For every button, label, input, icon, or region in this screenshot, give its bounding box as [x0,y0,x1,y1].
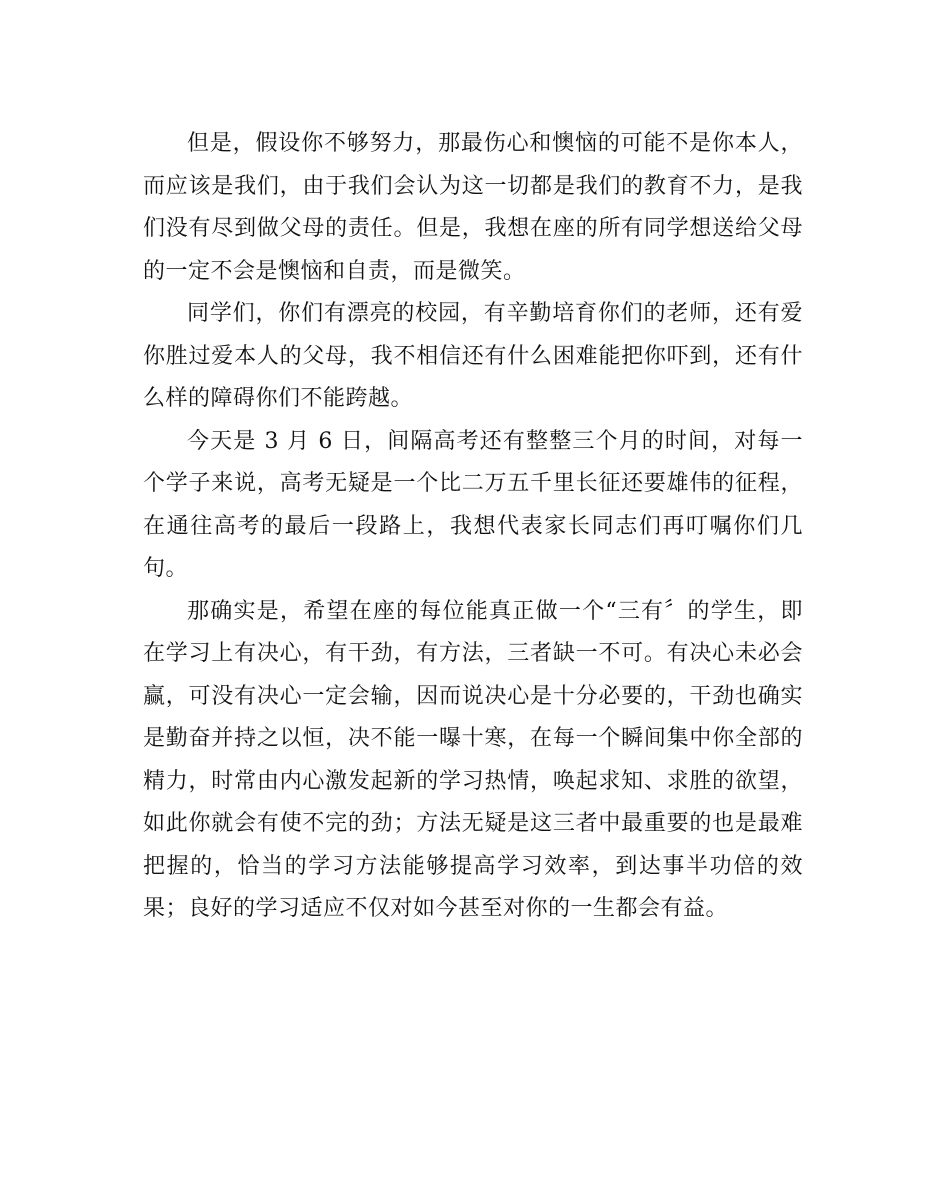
paragraph: 那确实是，希望在座的每位能真正做一个“三有〞的学生，即在学习上有决心，有干劲，有方法，三者缺一不可。有决心未必会赢，可没有决心一定会输，因而说决心是十分必要的，干劲也确实是勤奋并持之以恒，决不能一曝十寒，在每一个瞬间集中你全部的精力，时常由内心激发起新的学习热情，唤起求知、求胜的欲望，如此你就会有使不完的劲；方法无疑是这三者中最重要的也是最难把握的，恰当的学习方法能够提高学习效率，到达事半功倍的效果；良好的学习适应不仅对如今甚至对你的一生都会有益。 [143,598,803,921]
paragraph: 同学们，你们有漂亮的校园，有辛勤培育你们的老师，还有爱你胜过爱本人的父母，我不相信还有什么困难能把你吓到，还有什么样的障碍你们不能跨越。 [143,301,803,411]
paragraph: 今天是 3 月 6 日，间隔高考还有整整三个月的时间，对每一个学子来说，高考无疑是一个比二万五千里长征还要雄伟的征程，在通往高考的最后一段路上，我想代表家长同志们再叮嘱你们几句。 [143,428,803,581]
document-body [143,123,803,931]
paragraph: 但是，假设你不够努力，那最伤心和懊恼的可能不是你本人，而应该是我们，由于我们会认为这一切都是我们的教育不力，是我们没有尽到做父母的责任。但是，我想在座的所有同学想送给父母的一定不会是懊恼和自责，而是微笑。 [143,131,803,284]
